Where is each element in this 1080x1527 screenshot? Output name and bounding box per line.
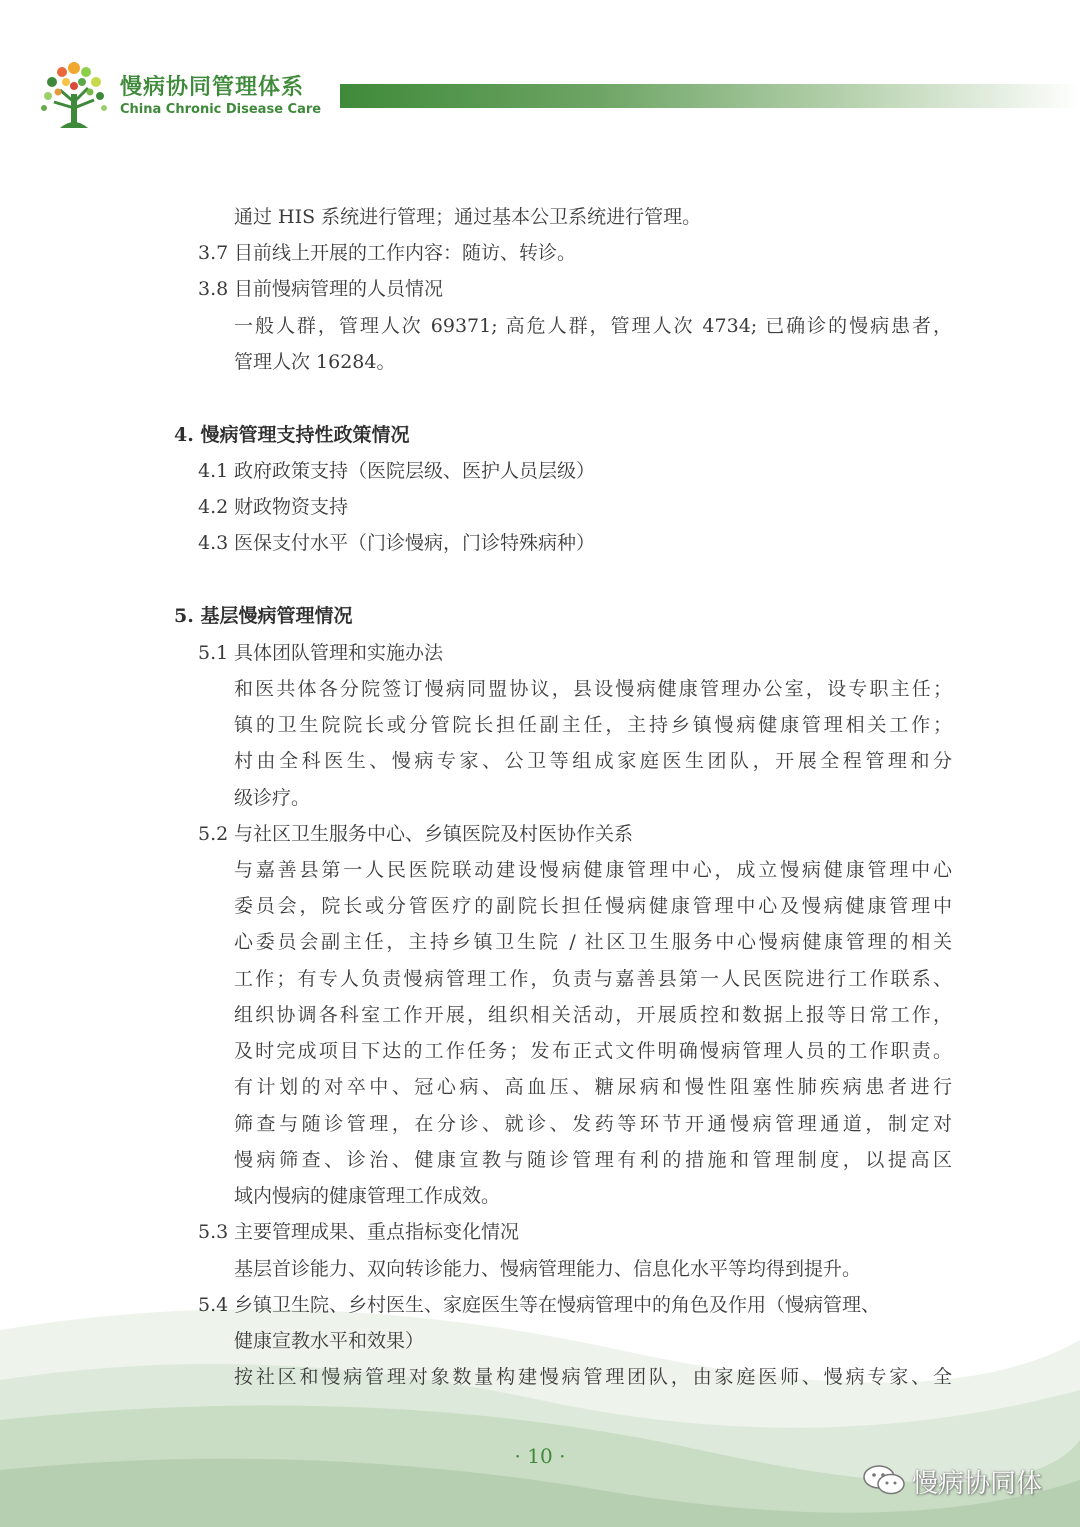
subsection-title: 乡镇卫生院、乡村医生、家庭医生等在慢病管理中的角色及作用（慢病管理、 xyxy=(234,1294,881,1316)
paragraph-line: 心委员会副主任，主持乡镇卫生院 / 社区卫生服务中心慢病健康管理的相关 xyxy=(234,931,952,953)
header-gradient-bar xyxy=(340,84,1080,108)
subsection-4-1 xyxy=(198,458,595,484)
subsection-number: 5.4 xyxy=(198,1294,229,1316)
subsection-number: 5.1 xyxy=(198,642,229,664)
subsection-5-2 xyxy=(198,821,633,847)
subsection-number: 4.2 xyxy=(198,496,229,518)
subsection-title: 目前慢病管理的人员情况 xyxy=(234,278,444,300)
paragraph-line: 级诊疗。 xyxy=(234,787,311,809)
paragraph-line: 域内慢病的健康管理工作成效。 xyxy=(234,1185,501,1207)
section-5-heading: 5. 基层慢病管理情况 xyxy=(174,605,353,627)
paragraph-line: 组织协调各科室工作开展，组织相关活动，开展质控和数据上报等日常工作， xyxy=(234,1004,952,1026)
subsection-title: 与社区卫生服务中心、乡镇医院及村医协作关系 xyxy=(234,823,634,845)
subsection-number: 5.2 xyxy=(198,823,229,845)
subsection-number: 4.1 xyxy=(198,460,229,482)
paragraph-line: 健康宣教水平和效果） xyxy=(234,1330,425,1352)
subsection-title: 财政物资支持 xyxy=(234,496,349,518)
paragraph-line: 镇的卫生院院长或分管院长担任副主任，主持乡镇慢病健康管理相关工作； xyxy=(234,714,952,736)
subsection-title: 政府政策支持（医院层级、医护人员层级） xyxy=(234,460,596,482)
subsection-number: 3.8 xyxy=(198,278,229,300)
subsection-3-8 xyxy=(198,276,443,302)
paragraph-line: 及时完成项目下达的工作任务；发布正式文件明确慢病管理人员的工作职责。 xyxy=(234,1040,952,1062)
paragraph-line: 慢病筛查、诊治、健康宣教与随诊管理有利的措施和管理制度，以提高区 xyxy=(234,1149,952,1171)
subsection-5-4 xyxy=(198,1292,880,1318)
paragraph-line: 按社区和慢病管理对象数量构建慢病管理团队，由家庭医师、慢病专家、全 xyxy=(234,1366,952,1388)
wechat-icon xyxy=(862,1464,906,1496)
paragraph-line: 和医共体各分院签订慢病同盟协议，县设慢病健康管理办公室，设专职主任； xyxy=(234,678,952,700)
subsection-title: 具体团队管理和实施办法 xyxy=(234,642,444,664)
paragraph-line: 基层首诊能力、双向转诊能力、慢病管理能力、信息化水平等均得到提升。 xyxy=(234,1258,862,1280)
wechat-account-name: 慢病协同体 xyxy=(912,1469,1043,1499)
subsection-5-3 xyxy=(198,1219,519,1245)
subsection-4-2 xyxy=(198,494,348,520)
subsection-number: 3.7 xyxy=(198,242,229,264)
page-number: · 10 · xyxy=(514,1444,566,1468)
paragraph-line: 有计划的对卒中、冠心病、高血压、糖尿病和慢性阻塞性肺疾病患者进行 xyxy=(234,1076,952,1098)
subsection-5-1 xyxy=(198,640,443,666)
page-header xyxy=(0,0,1080,140)
tree-logo-icon xyxy=(40,58,108,130)
paragraph-line: 通过 HIS 系统进行管理；通过基本公卫系统进行管理。 xyxy=(234,206,702,228)
subsection-4-3 xyxy=(198,530,595,556)
paragraph-line: 与嘉善县第一人民医院联动建设慢病健康管理中心，成立慢病健康管理中心 xyxy=(234,859,952,881)
subsection-number: 5.3 xyxy=(198,1221,229,1243)
subsection-number: 4.3 xyxy=(198,532,229,554)
subsection-title: 主要管理成果、重点指标变化情况 xyxy=(234,1221,520,1243)
subsection-title: 医保支付水平（门诊慢病，门诊特殊病种） xyxy=(234,532,596,554)
subsection-title: 目前线上开展的工作内容：随访、转诊。 xyxy=(234,242,577,264)
paragraph-line: 委员会，院长或分管医疗的副院长担任慢病健康管理中心及慢病健康管理中 xyxy=(234,895,952,917)
paragraph-line: 工作；有专人负责慢病管理工作，负责与嘉善县第一人民医院进行工作联系、 xyxy=(234,968,952,990)
paragraph-line: 筛查与随诊管理，在分诊、就诊、发药等环节开通慢病管理通道，制定对 xyxy=(234,1113,952,1135)
section-4-heading: 4. 慢病管理支持性政策情况 xyxy=(174,424,410,446)
paragraph-line: 一般人群，管理人次 69371; 高危人群，管理人次 4734; 已确诊的慢病患者， xyxy=(234,315,952,337)
paragraph-line: 管理人次 16284。 xyxy=(234,351,396,373)
brand-name-cn: 慢病协同管理体系 xyxy=(120,75,305,100)
paragraph-line: 村由全科医生、慢病专家、公卫等组成家庭医生团队，开展全程管理和分 xyxy=(234,750,952,772)
subsection-3-7 xyxy=(198,240,576,266)
brand-name-en: China Chronic Disease Care xyxy=(120,102,322,117)
